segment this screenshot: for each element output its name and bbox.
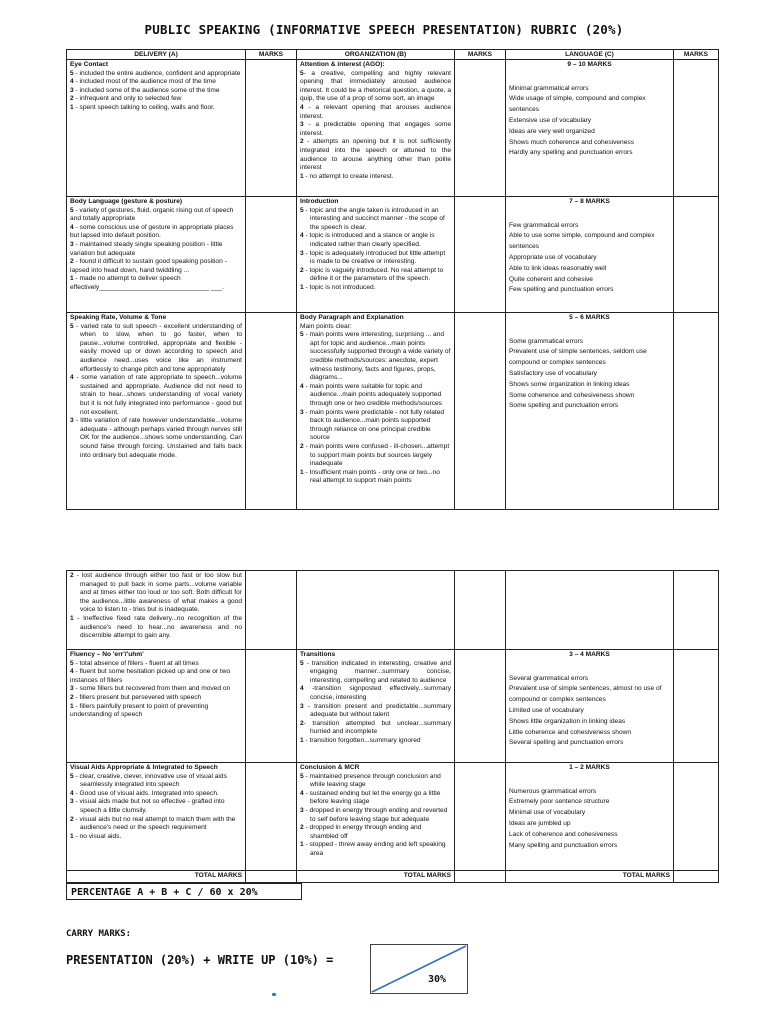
band-descriptor: Extremely poor sentence structure: [509, 798, 610, 806]
score-descriptor: [70, 703, 242, 720]
diagonal-line: [371, 945, 467, 993]
marks-cell[interactable]: [455, 60, 506, 197]
score-text: - Good use of visual aids. Integrated into speech.: [73, 789, 219, 797]
score-text: - transition forgotten...summary ignored: [303, 736, 421, 744]
criterion-cell: [67, 197, 246, 313]
score-text: - a creative, compelling and highly relevant opening that immediately aroused audience interest. It could be a rhetorical question, a quote, a quip, the use of a prop of some sort, an image: [300, 69, 451, 103]
band-descriptor: Shows little organization in linking ideas: [509, 717, 626, 725]
marks-cell[interactable]: [455, 571, 506, 650]
score-text: - dropped in energy through ending and reverted to self before leaving stage but adequate: [303, 806, 448, 823]
criterion-cell: [297, 60, 455, 197]
band-descriptor: Able to link ideas reasonably well: [509, 264, 607, 272]
score-text: - included the entire audience, confident and appropriate: [73, 69, 241, 77]
criterion-cell: [297, 313, 455, 510]
score-value: 3: [70, 798, 74, 806]
score-value: 5: [300, 331, 304, 339]
language-cell: [506, 650, 674, 763]
score-value: 2: [300, 824, 304, 832]
score-descriptor: [70, 104, 242, 113]
marks-cell[interactable]: [246, 650, 297, 763]
score-descriptor: [300, 720, 451, 737]
band-descriptor: Appropriate use of vocabulary: [509, 253, 597, 261]
score-value: 5: [300, 206, 304, 214]
score-value: 2: [300, 719, 304, 727]
language-cell: [506, 60, 674, 197]
band-descriptor: Few grammatical errors: [509, 221, 579, 229]
score-descriptor: [300, 284, 451, 293]
score-descriptor: [300, 331, 451, 383]
criterion-cell: [297, 197, 455, 313]
score-value: 4: [300, 232, 304, 240]
band-descriptors: [509, 787, 670, 852]
score-text: - lost audience through either too fast or too slow but managed to pull back in some parts...volume variable and at times either too loud or too soft. Both difficult for the audience...little awareness of what makes a good voice to listen to - tries but is inadequate.: [73, 572, 242, 614]
band-descriptor: Limited use of vocabulary: [509, 706, 584, 714]
score-value: 4: [70, 78, 74, 86]
score-descriptor: [300, 121, 451, 138]
language-cell: [506, 197, 674, 313]
band-descriptors: [509, 221, 670, 297]
percentage-formula: PERCENTAGE A + B + C / 60 x 20%: [66, 883, 302, 900]
score-text: - variety of gestures, fluid, organic rising out of speech and totally appropriate: [70, 206, 234, 223]
total-label: TOTAL MARKS: [506, 871, 674, 883]
score-text: - made no attempt to deliver speech effectively______________________________ ___.: [70, 275, 224, 291]
table-row: [67, 313, 719, 510]
score-text: - stopped - threw away ending and left speaking area: [303, 841, 446, 857]
score-text: - main points were confused - ill-chosen...attempt to support main points but sources largely inadequate: [303, 442, 450, 468]
score-text: - sustained ending but let the energy go a little before leaving stage: [303, 789, 441, 806]
score-text: - maintained steady single speaking position - little variation but adequate: [70, 240, 223, 257]
score-text: - included some of the audience some of the time: [73, 86, 220, 94]
score-value: 2: [300, 138, 304, 146]
score-text: - fluent but some hesitation picked up and one or two instances of fillers: [70, 668, 231, 684]
marks-cell[interactable]: [674, 197, 719, 313]
band-descriptor: Shows much coherence and cohesiveness: [509, 138, 634, 146]
score-text: - attempts an opening but it is not sufficiently integrated into the speech or attuned to the audience to arouse anything other than polite interest: [300, 138, 451, 172]
band-title: 3 – 4 MARKS: [569, 651, 610, 658]
score-text: - total absence of fillers - fluent at all times: [73, 659, 199, 667]
marks-cell[interactable]: [246, 763, 297, 871]
score-value: 5: [300, 69, 304, 77]
score-text: - varied rate to suit speech - excellent understanding of when to slow, when to go faster, when to pause...volume controlled, appropriate and flexible - easily moved up or down according to speech and audience need...uses voice like an instrument effortlessly to change pitch and tone appropriately: [73, 322, 242, 373]
criterion-cell: [67, 60, 246, 197]
language-cell: [506, 763, 674, 871]
score-value: 4: [300, 382, 304, 390]
total-label: TOTAL MARKS: [297, 871, 455, 883]
score-descriptor: [300, 703, 451, 720]
score-descriptor: [70, 833, 242, 842]
table-row: [67, 650, 719, 763]
band-descriptor: Able to use some simple, compound and complex sentences: [509, 232, 655, 251]
total-marks-cell[interactable]: [674, 871, 719, 883]
score-text: - a relevant opening that arouses audience interest.: [300, 103, 451, 120]
score-text: - a predictable opening that engages some interest.: [300, 121, 451, 137]
marks-cell[interactable]: [674, 650, 719, 763]
criterion-intro: Main points clear:: [300, 322, 352, 330]
score-descriptor: [70, 660, 242, 669]
criterion-title: Transitions: [300, 651, 336, 658]
marks-cell[interactable]: [455, 197, 506, 313]
organization-header: ORGANIZATION (B): [297, 50, 455, 60]
score-text: - infrequent and only to selected few: [73, 95, 182, 103]
score-descriptor: [70, 694, 242, 703]
marks-header: MARKS: [246, 50, 297, 60]
score-text: - clear, creative, clever, innovative use of visual aids seamlessly integrated into speech: [73, 772, 227, 789]
score-value: 5: [300, 659, 304, 667]
score-text: - topic is not introduced.: [303, 283, 376, 291]
score-descriptor: [70, 816, 242, 833]
score-descriptor: [70, 773, 242, 790]
score-text: - visual aids made but not so effective - grafted into speech a little clumsily.: [73, 798, 225, 814]
score-value: 1: [70, 614, 74, 622]
table-row: [67, 763, 719, 871]
result-box: [370, 944, 468, 994]
presentation-formula: PRESENTATION (20%) + WRITE UP (10%) =: [66, 953, 334, 967]
criterion-title: Eye Contact: [70, 61, 109, 68]
total-marks-cell[interactable]: [246, 871, 297, 883]
score-descriptor: [300, 232, 451, 249]
criterion-title: Fluency – No 'err'/'uhm': [70, 651, 144, 658]
score-descriptor: [300, 790, 451, 807]
score-value: 2: [300, 266, 304, 274]
score-descriptor: [70, 95, 242, 104]
score-text: - main points were interesting, surprising ... and apt for topic and audience...main points successfully supported through a wide variety of credible methods/sources: anecdote, expert witness testimony, facts and figures, props, diagrams...: [303, 331, 451, 382]
result-value: 30%: [428, 974, 447, 985]
score-descriptor: [300, 250, 451, 267]
score-text: - some conscious use of gesture in appropriate places but lapsed into default position.: [70, 223, 234, 240]
marks-header: MARKS: [674, 50, 719, 60]
band-title: 1 – 2 MARKS: [569, 764, 610, 771]
band-descriptor: Prevalent use of simple sentences, seldom use compound or complex sentences: [509, 348, 647, 367]
score-text: - fillers present but persevered with speech: [73, 693, 202, 701]
score-value: 2: [70, 815, 74, 823]
score-value: 1: [70, 832, 74, 840]
score-descriptor: [70, 685, 242, 694]
language-header: LANGUAGE (C): [506, 50, 674, 60]
score-value: 4: [70, 374, 74, 382]
score-value: 5: [70, 69, 74, 77]
score-value: 2: [300, 442, 304, 450]
total-row: [67, 871, 719, 883]
band-descriptor: Ideas are jumbled up: [509, 819, 571, 827]
marks-cell[interactable]: [674, 60, 719, 197]
criterion-title: Introduction: [300, 198, 339, 205]
band-title: 5 – 6 MARKS: [569, 314, 610, 321]
score-descriptor: [70, 668, 242, 685]
score-descriptor: [70, 374, 242, 417]
criterion-cell: [67, 571, 246, 650]
band-descriptor: Lack of coherence and cohesiveness: [509, 830, 618, 838]
score-value: 5: [300, 772, 304, 780]
score-descriptor: [70, 78, 242, 87]
score-text: - topic is vaguely introduced. No real attempt to define it or the parameters of the speech.: [303, 266, 444, 283]
marks-cell[interactable]: [246, 60, 297, 197]
delivery-header: DELIVERY (A): [67, 50, 246, 60]
score-text: - topic and the angle taken is introduced in an interesting and succinct manner - the scope of the speech is clear.: [303, 206, 445, 231]
score-value: 1: [300, 283, 304, 291]
score-value: 1: [70, 275, 74, 283]
score-value: 3: [300, 702, 304, 710]
score-value: 5: [70, 659, 74, 667]
score-descriptor: [70, 275, 242, 292]
band-descriptor: Shows some organization in linking ideas: [509, 380, 630, 388]
score-descriptor: [70, 790, 242, 799]
band-descriptor: Wide usage of simple, compound and complex sentences: [509, 95, 646, 114]
score-descriptor: [70, 70, 242, 79]
criterion-cell: [297, 763, 455, 871]
bullet-dot: [272, 993, 276, 996]
score-descriptor: [300, 409, 451, 443]
criterion-cell: [67, 763, 246, 871]
carry-marks-label: CARRY MARKS:: [66, 929, 132, 939]
score-descriptor: [300, 841, 451, 858]
band-title: 7 – 8 MARKS: [569, 198, 610, 205]
band-descriptors: [509, 674, 670, 750]
band-descriptor: Numerous grammatical errors: [509, 787, 597, 795]
score-value: 3: [70, 240, 74, 248]
score-value: 5: [70, 206, 74, 214]
score-value: 3: [300, 408, 304, 416]
band-descriptor: Many spelling and punctuation errors: [509, 841, 618, 849]
band-descriptor: Some coherence and cohesiveness shown: [509, 391, 635, 399]
score-descriptor: [300, 807, 451, 824]
score-text: - topic is adequately introduced but little attempt is made to be creative or interesting.: [303, 249, 446, 266]
band-descriptor: Few spelling and punctuation errors: [509, 286, 614, 294]
score-descriptor: [300, 737, 451, 746]
score-value: 4: [70, 668, 74, 676]
score-descriptor: [300, 824, 451, 841]
score-descriptor: [70, 207, 242, 224]
score-value: 5: [70, 772, 74, 780]
empty-cell: [506, 571, 674, 650]
score-text: - transition present and predictable...summary adequate but without talent: [303, 702, 451, 719]
header-row: [67, 50, 719, 60]
score-value: 2: [70, 258, 74, 266]
criterion-title: Body Paragraph and Explanation: [300, 314, 404, 321]
score-value: 1: [70, 103, 74, 111]
score-descriptor: [70, 798, 242, 815]
marks-cell[interactable]: [674, 571, 719, 650]
band-descriptor: Minimal grammatical errors: [509, 84, 589, 92]
score-value: 3: [70, 685, 74, 693]
score-descriptor: [70, 615, 242, 641]
score-text: - Insufficient main points - only one or two...no real attempt to support main points: [303, 468, 440, 485]
score-descriptor: [70, 323, 242, 375]
score-text: - no attempt to create interest.: [303, 172, 394, 180]
band-descriptors: [509, 84, 670, 160]
total-label: TOTAL MARKS: [67, 871, 246, 883]
marks-cell[interactable]: [674, 763, 719, 871]
score-descriptor: [300, 443, 451, 469]
band-descriptor: Little coherence and cohesiveness shown: [509, 728, 632, 736]
score-value: 4: [70, 789, 74, 797]
criterion-cell: [297, 650, 455, 763]
score-text: - fillers painfully present to point of preventing understanding of speech: [70, 702, 209, 719]
score-text: - main points were predictable - not fully related back to audience...main points supported through reliance on one principal credible source: [303, 408, 445, 442]
score-descriptor: [70, 241, 242, 258]
table-row: [67, 197, 719, 313]
score-text: - Ineffective fixed rate delivery...no recognition of the audience's need to hear...no awareness and no discernible attempt to gain any.: [73, 614, 242, 640]
criterion-title: Conclusion & MCR: [300, 764, 360, 771]
score-descriptor: [300, 207, 451, 233]
score-descriptor: [300, 173, 451, 182]
score-text: - transition indicated in interesting, creative and engaging manner...summary concise, interesting, compelling and related to audience: [303, 659, 451, 684]
score-descriptor: [300, 104, 451, 121]
score-value: 2: [70, 572, 74, 579]
score-value: 5: [70, 322, 74, 330]
score-text: - no visual aids.: [73, 832, 122, 840]
score-descriptor: [70, 258, 242, 275]
score-text: - found it difficult to sustain good speaking position - lapsed into head down, hand twiddling ...: [70, 258, 227, 274]
score-descriptor: [300, 70, 451, 104]
score-text: - some fillers but recovered from them and moved on: [73, 685, 231, 693]
table-row: [67, 60, 719, 197]
band-descriptor: Several grammatical errors: [509, 674, 589, 682]
marks-cell[interactable]: [455, 763, 506, 871]
criterion-title: Visual Aids Appropriate & Integrated to Speech: [70, 764, 218, 771]
score-text: - transition attempted but unclear...summary hurried and incomplete: [303, 719, 451, 736]
criterion-cell: [67, 650, 246, 763]
score-descriptor: [300, 138, 451, 172]
criterion-cell: [67, 313, 246, 510]
score-text: -transition signposted effectively...summary concise, interesting: [303, 685, 451, 701]
marks-cell[interactable]: [674, 313, 719, 510]
score-text: - main points were suitable for topic and audience...main points adequately supported through one or two credible methods/sources: [303, 382, 442, 407]
criterion-title: Speaking Rate, Volume & Tone: [70, 314, 167, 321]
score-value: 1: [300, 841, 304, 849]
band-descriptor: Some spelling and punctuation errors: [509, 402, 619, 410]
score-text: - included most of the audience most of the time: [73, 78, 216, 86]
band-title: 9 – 10 MARKS: [567, 61, 612, 68]
score-value: 4: [300, 789, 304, 797]
band-descriptor: Minimal use of vocabulary: [509, 809, 586, 817]
score-value: 2: [70, 95, 74, 103]
score-value: 3: [300, 121, 304, 129]
language-cell: [506, 313, 674, 510]
score-text: - maintained presence through conclusion and while leaving stage: [303, 772, 441, 789]
marks-cell[interactable]: [246, 197, 297, 313]
score-descriptor: [70, 417, 242, 460]
marks-cell[interactable]: [246, 571, 297, 650]
score-descriptor: [70, 572, 242, 615]
score-descriptor: [300, 685, 451, 702]
score-value: 1: [300, 468, 304, 476]
band-descriptor: Quite coherent and cohesive: [509, 275, 593, 283]
band-descriptor: Some grammatical errors: [509, 337, 584, 345]
score-value: 1: [300, 172, 304, 180]
score-value: 3: [70, 417, 74, 425]
score-value: 3: [300, 806, 304, 814]
score-text: - dropped in energy through ending and shambled off: [303, 824, 422, 840]
score-value: 4: [70, 223, 74, 231]
score-descriptor: [70, 224, 242, 241]
band-descriptor: Extensive use of vocabulary: [509, 116, 592, 124]
score-value: 1: [70, 702, 74, 710]
score-value: 4: [300, 103, 304, 111]
score-value: 4: [300, 685, 304, 693]
marks-cell[interactable]: [246, 313, 297, 510]
score-value: 3: [300, 249, 304, 257]
rubric-table-page1: [66, 49, 719, 510]
criterion-title: Attention & interest (AGO):: [300, 61, 385, 68]
score-descriptor: [70, 87, 242, 96]
score-descriptor: [300, 469, 451, 486]
criterion-title: Body Language (gesture & posture): [70, 198, 183, 205]
band-descriptors: [509, 337, 670, 413]
score-value: 3: [70, 86, 74, 94]
score-descriptor: [300, 383, 451, 409]
score-descriptor: [300, 660, 451, 686]
marks-cell[interactable]: [455, 650, 506, 763]
marks-cell[interactable]: [455, 313, 506, 510]
score-descriptor: [300, 773, 451, 790]
page-title: PUBLIC SPEAKING (INFORMATIVE SPEECH PRESENTATION) RUBRIC (20%): [144, 22, 624, 37]
score-text: - little variation of rate however understandable...volume adequate - although perhaps varied through nerves still OK for the audience...shows some understanding. Can sound false through forcing. Unstained and falls back into ordinary but adequate mode.: [73, 417, 242, 459]
total-marks-cell[interactable]: [455, 871, 506, 883]
table-row: [67, 571, 719, 650]
score-descriptor: [300, 267, 451, 284]
score-value: 2: [70, 693, 74, 701]
band-descriptor: Hardly any spelling and punctuation errors: [509, 149, 633, 157]
band-descriptor: Ideas are very well organized: [509, 127, 595, 135]
score-text: - topic is introduced and a stance or angle is indicated rather than clearly specified.: [303, 232, 435, 248]
band-descriptor: Satisfactory use of vocabulary: [509, 369, 597, 377]
score-text: - visual aids but no real attempt to match them with the audience's need or the speech requirement: [73, 815, 236, 832]
empty-cell: [297, 571, 455, 650]
score-value: 1: [300, 736, 304, 744]
score-text: - some variation of rate appropriate to speech...volume sustained and appropriate. Audience did not need to strain to hear...shows understanding of vocal variety but it is not fully integrated into performance - good but not excellent.: [73, 374, 242, 416]
band-descriptor: Prevalent use of simple sentences, almost no use of compound or complex sentences: [509, 685, 662, 704]
score-text: - spent speech talking to ceiling, walls and floor.: [73, 103, 215, 111]
band-descriptor: Several spelling and punctuation errors: [509, 739, 624, 747]
rubric-table-page2: [66, 570, 719, 883]
marks-header: MARKS: [455, 50, 506, 60]
